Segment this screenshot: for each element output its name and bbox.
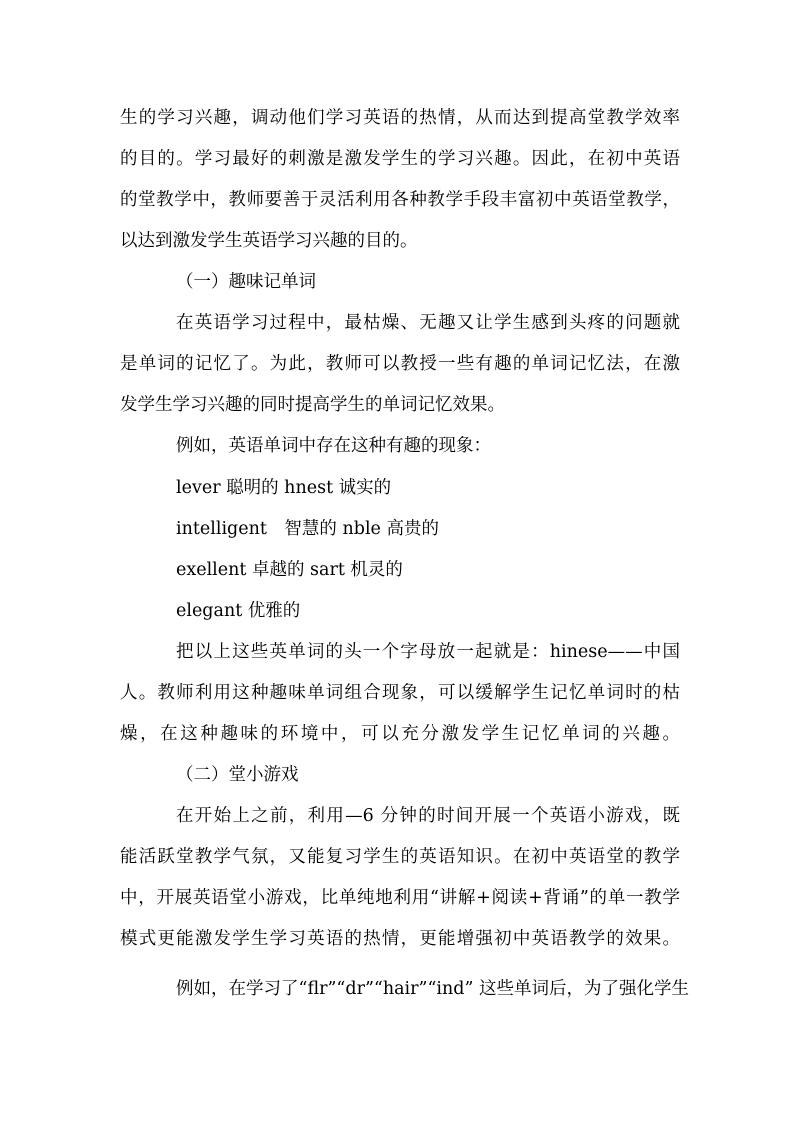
text-line-1: 生的学习兴趣，调动他们学习英语的热情，从而达到提高堂教学效率 [120,108,680,128]
section-heading-1: （一）趣味记单词 [176,272,316,292]
text-line-14: 把以上这些英单词的头一个字母放一起就是：hinese——中国 [176,642,680,662]
text-line-6: 在英语学习过程中，最枯燥、无趣又让学生感到头疼的问题就 [176,313,680,333]
text-line-21: 模式更能激发学生学习英语的热情，更能增强初中英语教学的效果。 [120,929,680,949]
text-line-19: 能活跃堂教学气氛，又能复习学生的英语知识。在初中英语堂的教学 [120,847,680,867]
word-list-item-2: intelligent 智慧的 nble 高贵的 [176,519,439,539]
text-line-18: 在开始上之前，利用—6 分钟的时间开展一个英语小游戏，既 [176,806,680,826]
text-line-8: 发学生学习兴趣的同时提高学生的单词记忆效果。 [120,395,505,415]
text-line-4: 以达到激发学生英语学习兴趣的目的。 [120,231,418,251]
text-line-15: 人。教师利用这种趣味单词组合现象，可以缓解学生记忆单词时的枯 [120,683,680,703]
word-list-item-4: elegant 优雅的 [176,601,301,621]
text-line-20: 中，开展英语堂小游戏，比单纯地利用“讲解+阅读+背诵”的单一教学 [120,888,680,908]
text-line-16: 燥，在这种趣味的环境中，可以充分激发学生记忆单词的兴趣。 [120,724,680,744]
word-list-item-3: exellent 卓越的 sart 机灵的 [176,560,403,580]
text-line-9: 例如，英语单词中存在这种有趣的现象： [176,436,491,456]
word-list-item-1: lever 聪明的 hnest 诚实的 [176,478,392,498]
text-line-22: 例如，在学习了“flr”“dr”“hair”“ind” 这些单词后，为了强化学生 [176,979,689,999]
text-line-7: 是单词的记忆了。为此，教师可以教授一些有趣的单词记忆法，在激 [120,354,680,374]
text-line-3: 的堂教学中，教师要善于灵活利用各种教学手段丰富初中英语堂教学， [120,190,680,210]
text-line-2: 的目的。学习最好的刺激是激发学生的学习兴趣。因此，在初中英语 [120,149,680,169]
section-heading-2: （二）堂小游戏 [176,765,299,785]
